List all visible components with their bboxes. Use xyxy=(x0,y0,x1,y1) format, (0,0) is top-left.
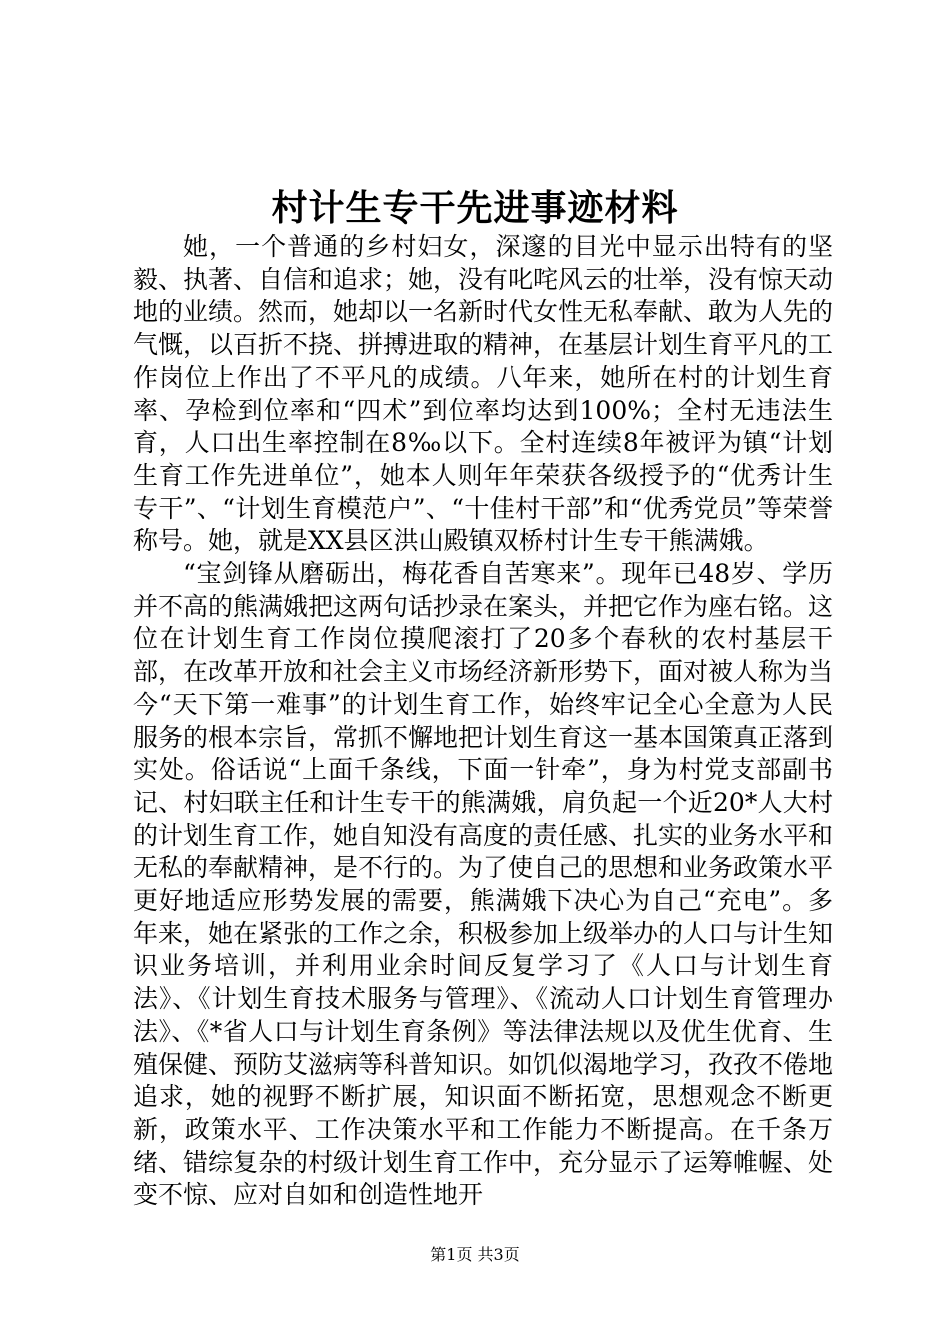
paragraph-1: 她，一个普通的乡村妇女，深邃的目光中显示出特有的坚毅、执著、自信和追求；她，没有叱咤风云的壮举，没有惊天动地的业绩。然而，她却以一名新时代女性无私奉献、敢为人先的气慨，以百折不挠、拼搏进取的精神，在基层计划生育平凡的工作岗位上作出了不平凡的成绩。八年来，她所在村的计划生育率、孕检到位率和“四术”到位率均达到100%；全村无违法生育，人口出生率控制在8‰以下。全村连续8年被评为镇“计划生育工作先进单位”，她本人则年年荣获各级授予的“优秀计生专干”、“计划生育模范户”、“十佳村干部”和“优秀党员”等荣誉称号。她，就是XX县区洪山殿镇双桥村计生专干熊满娥。 xyxy=(133,232,834,556)
page-number-footer: 第1页 共3页 xyxy=(430,1245,520,1264)
paragraph-2: “宝剑锋从磨砺出，梅花香自苦寒来”。现年已48岁、学历并不高的熊满娥把这两句话抄录在案头，并把它作为座右铭。这位在计划生育工作岗位摸爬滚打了20多个春秋的农村基层干部，在改革开放和社会主义市场经济新形势下，面对被人称为当今“天下第一难事”的计划生育工作，始终牢记全心全意为人民服务的根本宗旨，常抓不懈地把计划生育这一基本国策真正落到实处。俗话说“上面千条线，下面一针牵”，身为村党支部副书记、村妇联主任和计生专干的熊满娥，肩负起一个近20*人大村的计划生育工作，她自知没有高度的责任感、扎实的业务水平和无私的奉献精神，是不行的。为了使自己的思想和业务政策水平更好地适应形势发展的需要，熊满娥下决心为自己“充电”。多年来，她在紧张的工作之余，积极参加上级举办的人口与计生知识业务培训，并利用业余时间反复学习了《人口与计划生育法》、《计划生育技术服务与管理》、《流动人口计划生育管理办法》、《*省人口与计划生育条例》等法律法规以及优生优育、生殖保健、预防艾滋病等科普知识。如饥似渴地学习，孜孜不倦地追求，她的视野不断扩展，知识面不断拓宽，思想观念不断更新，政策水平、工作决策水平和工作能力不断提高。在千条万绪、错综复杂的村级计划生育工作中，充分显示了运筹帷幄、处变不惊、应对自如和创造性地开 xyxy=(133,559,834,1210)
document-title: 村计生专干先进事迹材料 xyxy=(271,187,679,229)
document-body xyxy=(133,231,833,1212)
